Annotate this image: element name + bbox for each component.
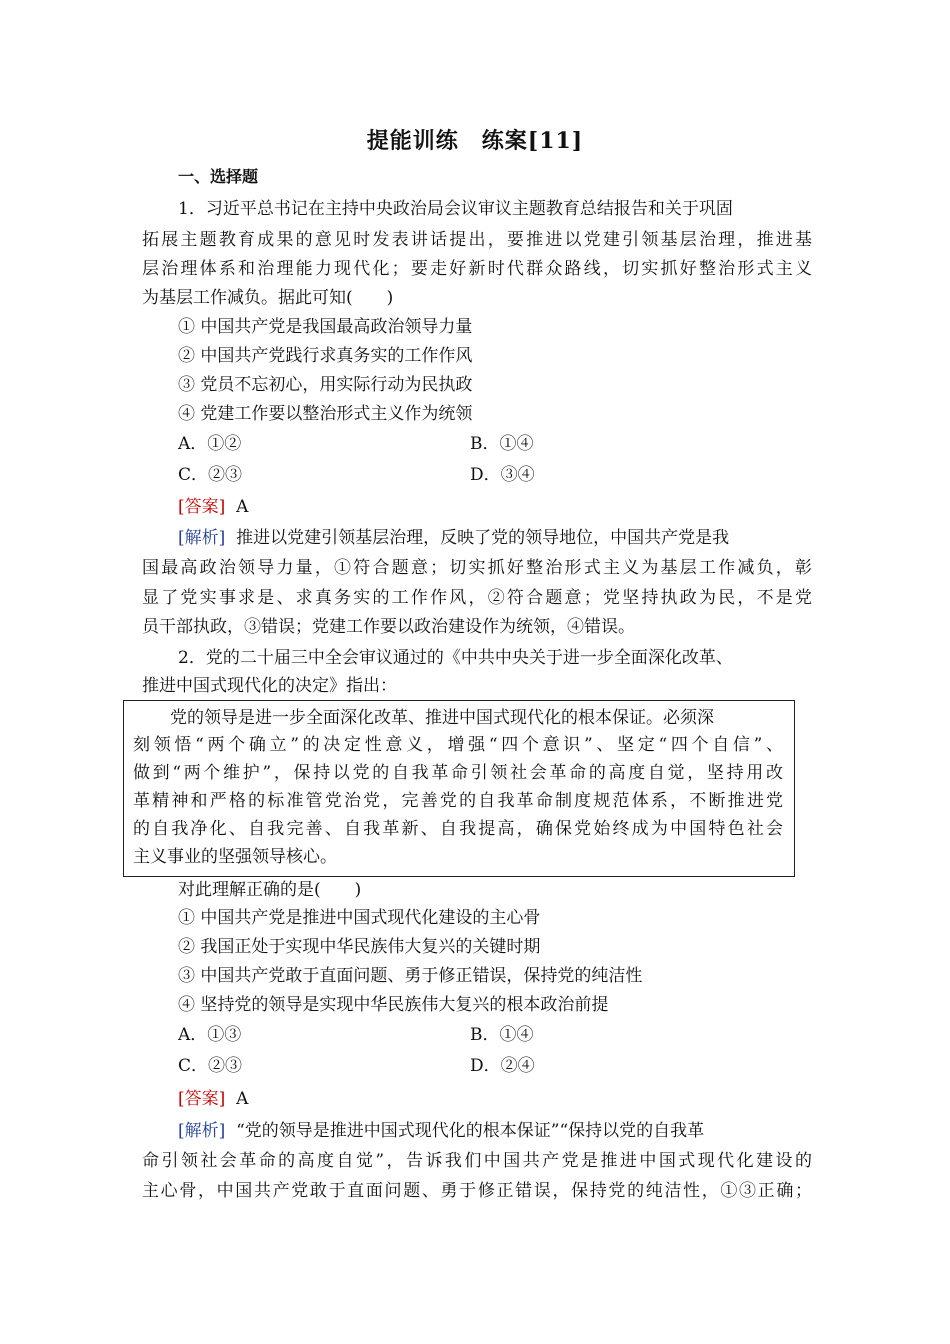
answer-value: A bbox=[236, 497, 249, 517]
q2-stem-line: 2．党的二十届三中全会审议通过的《中共中央关于进一步全面深化改革、 bbox=[178, 648, 733, 668]
q1-option-b: B．①④ bbox=[470, 434, 534, 454]
section-heading: 一、选择题 bbox=[178, 167, 259, 186]
q1-stem-line: 为基层工作减负。据此可知( ) bbox=[142, 288, 394, 308]
q2-option-a: A．①③ bbox=[178, 1025, 242, 1045]
q1-explain-first bbox=[178, 524, 812, 552]
q1-option-c: C．②③ bbox=[178, 465, 243, 485]
q1-explain-line: 显了党实事求是、求真务实的工作作风，②符合题意；党坚持执政为民，不是党 bbox=[142, 588, 812, 608]
quote-line: 党的领导是进一步全面深化改革、推进中国式现代化的根本保证。必须深 bbox=[170, 708, 714, 728]
quote-line: 革精神和严格的标准管党治党，完善党的自我革命制度规范体系，不断推进党 bbox=[133, 791, 783, 811]
q1-explain-line: 国最高政治领导力量，①符合题意；切实抓好整治形式主义为基层工作减负，彰 bbox=[142, 558, 812, 578]
quote-line: 做到“两个维护”，保持以党的自我革命引领社会革命的高度自觉，坚持用改 bbox=[133, 763, 783, 783]
q2-question: 对此理解正确的是( ) bbox=[178, 880, 362, 900]
q1-item: ③ 党员不忘初心，用实际行动为民执政 bbox=[178, 375, 473, 395]
quote-line: 刻领悟“两个确立”的决定性意义，增强“四个意识”、坚定“四个自信”、 bbox=[133, 735, 783, 755]
q1-option-d: D．③④ bbox=[470, 465, 535, 485]
explain-tag: [解析] bbox=[178, 528, 226, 548]
q2-explain-line: 主心骨，中国共产党敢于直面问题、勇于修正错误，保持党的纯洁性，①③正确； bbox=[142, 1181, 812, 1201]
page-title: 提能训练 练案[11] bbox=[366, 128, 584, 154]
explain-text: 推进以党建引领基层治理，反映了党的领导地位，中国共产党是我 bbox=[236, 528, 730, 548]
q1-stem-line: 拓展主题教育成果的意见时发表讲话提出，要推进以党建引领基层治理，推进基 bbox=[142, 230, 812, 250]
q2-item: ② 我国正处于实现中华民族伟大复兴的关键时期 bbox=[178, 937, 541, 957]
answer-value: A bbox=[236, 1089, 249, 1109]
q2-stem-line: 推进中国式现代化的决定》指出： bbox=[142, 676, 397, 696]
q2-option-b: B．①④ bbox=[470, 1025, 534, 1045]
q1-answer-row bbox=[178, 493, 248, 521]
q1-item: ② 中国共产党践行求真务实的工作作风 bbox=[178, 346, 473, 366]
q2-item: ③ 中国共产党敢于直面问题、勇于修正错误，保持党的纯洁性 bbox=[178, 966, 643, 986]
q2-option-c: C．②③ bbox=[178, 1056, 243, 1076]
q2-item: ① 中国共产党是推进中国式现代化建设的主心骨 bbox=[178, 908, 541, 928]
q2-answer-row bbox=[178, 1085, 248, 1113]
q2-explain-first bbox=[178, 1117, 812, 1145]
q2-item: ④ 坚持党的领导是实现中华民族伟大复兴的根本政治前提 bbox=[178, 995, 609, 1015]
q2-option-d: D．②④ bbox=[470, 1056, 535, 1076]
q1-explain-line: 员干部执政，③错误；党建工作要以政治建设作为统领，④错误。 bbox=[142, 617, 635, 637]
answer-tag: [答案] bbox=[178, 1089, 226, 1109]
explain-text: “党的领导是推进中国式现代化的根本保证”“保持以党的自我革 bbox=[236, 1121, 705, 1141]
q2-explain-line: 命引领社会革命的高度自觉”，告诉我们中国共产党是推进中国式现代化建设的 bbox=[142, 1151, 812, 1171]
explain-tag: [解析] bbox=[178, 1121, 226, 1141]
quote-line: 的自我净化、自我完善、自我革新、自我提高，确保党始终成为中国特色社会 bbox=[133, 819, 783, 839]
q1-item: ① 中国共产党是我国最高政治领导力量 bbox=[178, 317, 473, 337]
answer-tag: [答案] bbox=[178, 497, 226, 517]
q1-item: ④ 党建工作要以整治形式主义作为统领 bbox=[178, 404, 473, 424]
quote-line: 主义事业的坚强领导核心。 bbox=[133, 847, 337, 867]
q1-option-a: A．①② bbox=[178, 434, 242, 454]
q1-stem-line: 层治理体系和治理能力现代化；要走好新时代群众路线，切实抓好整治形式主义 bbox=[142, 259, 812, 279]
q1-stem-line: 1．习近平总书记在主持中央政治局会议审议主题教育总结报告和关于巩固 bbox=[178, 199, 733, 219]
